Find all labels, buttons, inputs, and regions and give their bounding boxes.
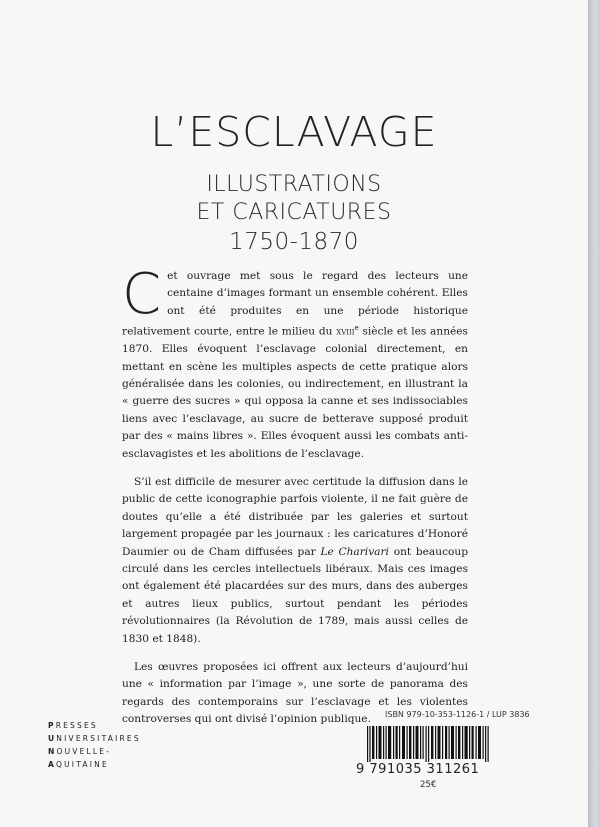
p2-newspaper-title: Le Charivari — [320, 545, 389, 558]
book-edge — [588, 0, 600, 827]
publisher-line-4: AQUITAINE — [48, 760, 109, 769]
blurb-paragraph-1 — [122, 262, 468, 463]
book-title: L’ESCLAVAGE — [150, 108, 438, 156]
p1-superscript: e — [354, 324, 359, 333]
p2-start: S’il est difficile de mesurer avec certitude la diffusion dans le public de cette iconographie parfois violente, il ne fait guère de doutes qu’elle a été distribuée par les galeries et surtout largement propagée par les journaux : les caricatures d’Honoré Daumier ou de Cham diffusées par — [122, 476, 468, 558]
subtitle-years: 1750-1870 — [229, 229, 359, 255]
blurb-paragraph-2 — [122, 474, 468, 648]
barcode-digits: 9 791035 311261 — [356, 762, 480, 777]
publisher-line-2: UNIVERSITAIRES — [48, 734, 141, 743]
publisher-logo — [48, 719, 141, 771]
blurb — [122, 262, 468, 740]
isbn-line: ISBN 979-10-353-1126-1 / LUP 3836 — [385, 710, 530, 719]
publisher-line-1: PRESSES — [48, 721, 98, 730]
drop-cap: C — [122, 262, 162, 327]
p1-start: et ouvrage met sous le regard des lecteurs une centaine d’images formant un ensemble cohérent. Elles ont été produites en une période historique relativement courte, entre le milieu du — [122, 270, 468, 338]
p1-century: xviii — [336, 325, 355, 338]
p2-end: ont beaucoup circulé dans les cercles intellectuels libéraux. Mais ces images ont également été placardées sur des murs, dans des auberges et autres lieux publics, surtout pendant les périodes révolutionnaires (la Révolution de 1789, mais aussi celles de 1830 et 1848). — [122, 545, 468, 645]
subtitle-line-2: ET CARICATURES — [196, 200, 392, 225]
subtitle-line-1: ILLUSTRATIONS — [206, 172, 382, 197]
blurb-paragraph-3: Les œuvres proposées ici offrent aux lecteurs d’aujourd’hui une « information par l’image », une sorte de panorama des regards des contemporains sur l’esclavage et les violentes controverses qui ont divisé l’opinion publique. — [122, 661, 468, 726]
publisher-line-3: NOUVELLE- — [48, 747, 112, 756]
p1-end: siècle et les années 1870. Elles évoquent l’esclavage colonial directement, en mettant en scène les multiples aspects de cette pratique alors généralisée dans les colonies, ou indirectement, en illustrant la « guerre des sucres » qui opposa la canne et ses indissociables liens avec l’esclavage, au sucre de betterave supposé produit par des « mains libres ». Elles évoquent aussi les combats anti-esclavagistes et les abolitions de l’esclavage. — [122, 325, 468, 460]
barcode — [367, 726, 489, 762]
price: 25€ — [420, 780, 437, 790]
